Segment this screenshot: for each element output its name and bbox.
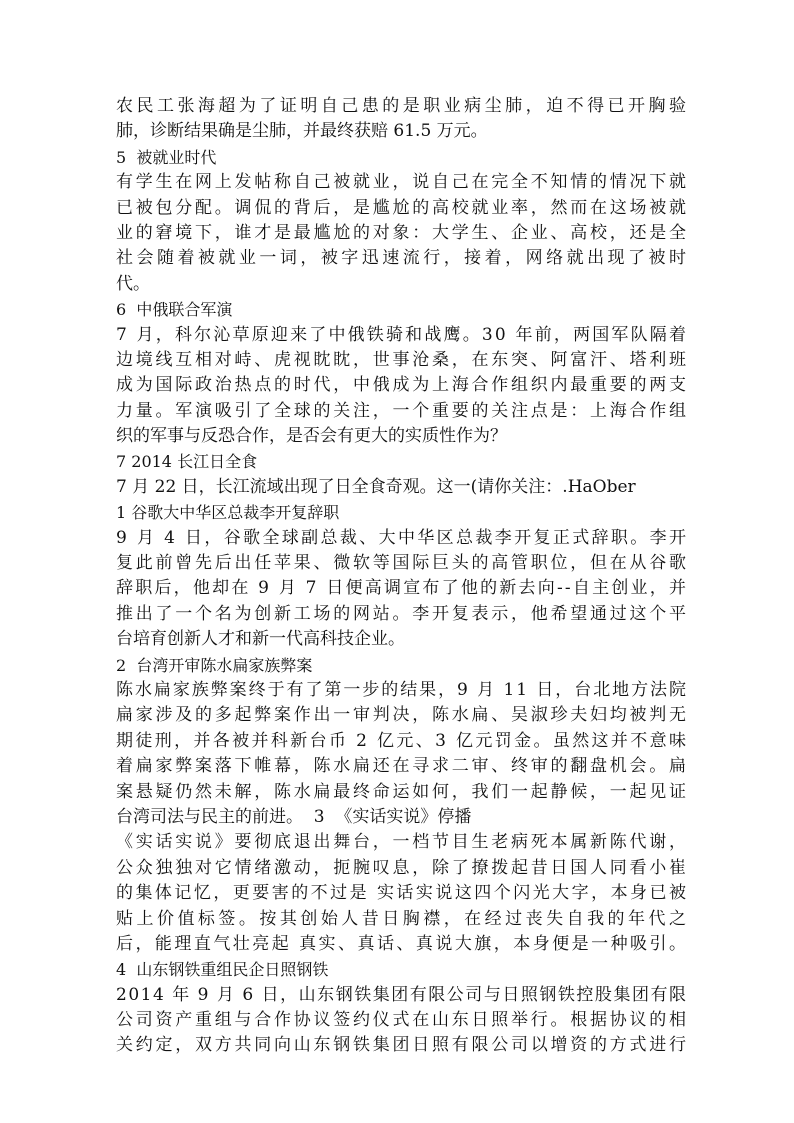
text-line: 7 月，科尔沁草原迎来了中俄铁骑和战鹰。30 年前，两国军队隔着 xyxy=(116,324,689,345)
text-line: 7 月 22 日，长江流域出现了日全食奇观。这一(请你关注：.HaOber xyxy=(116,476,636,497)
text-line: 推出了一个名为创新工场的网站。李开复表示，他希望通过这个平 xyxy=(116,603,689,624)
text-line: 力量。军演吸引了全球的关注，一个重要的关注点是：上海合作组 xyxy=(116,400,689,421)
section-heading: 2 台湾开审陈水扁家族弊案 xyxy=(116,655,313,675)
text-line: 关约定，双方共同向山东钢铁集团日照有限公司以增资的方式进行 xyxy=(116,1035,689,1056)
document-page xyxy=(116,94,690,1059)
text-line: 公司资产重组与合作协议签约仪式在山东日照举行。根据协议的相 xyxy=(116,1010,689,1031)
text-line: 贴上价值标签。按其创始人昔日胸襟，在经过丧失自我的年代之 xyxy=(116,908,690,929)
text-line: 陈水扁家族弊案终于有了第一步的结果，9 月 11 日，台北地方法院 xyxy=(116,679,688,700)
text-line: 期徒刑，并各被并科新台币 2 亿元、3 亿元罚金。虽然这并不意味 xyxy=(116,730,689,751)
text-line: 社会随着被就业一词，被字迅速流行，接着，网络就出现了被时 xyxy=(116,248,690,269)
text-line: 后，能理直气壮亮起 真实、真话、真说大旗，本身便是一种吸引。 xyxy=(116,933,689,954)
text-line: 成为国际政治热点的时代，中俄成为上海合作组织内最重要的两支 xyxy=(116,375,689,396)
text-line: 着扁家弊案落下帷幕，陈水扁还在寻求二审、终审的翻盘机会。扁 xyxy=(116,756,689,777)
text-line: 公众独独对它情绪激动，扼腕叹息，除了撩拨起昔日国人同看小崔 xyxy=(116,857,689,878)
section-heading: 7 2014 长江日全食 xyxy=(116,452,258,472)
text-line: 农民工张海超为了证明自己患的是职业病尘肺，迫不得已开胸验 xyxy=(116,96,690,116)
text-line: 的集体记忆，更要害的不过是 实话实说这四个闪光大字，本身已被 xyxy=(116,883,689,904)
text-line: 代。 xyxy=(116,273,150,294)
text-line: 有学生在网上发帖称自己被就业，说自己在完全不知情的情况下就 xyxy=(116,172,689,193)
text-line: 案悬疑仍然未解，陈水扁最终命运如何，我们一起静候，一起见证 xyxy=(116,781,689,802)
text-line: 复此前曾先后出任苹果、微软等国际巨头的高管职位，但在从谷歌 xyxy=(116,553,689,574)
text-line: 已被包分配。调侃的背后，是尴尬的高校就业率，然而在这场被就 xyxy=(116,197,689,218)
section-heading: 5 被就业时代 xyxy=(116,147,217,167)
section-heading: 6 中俄联合军演 xyxy=(116,300,233,320)
text-line: 辞职后，他却在 9 月 7 日便高调宣布了他的新去向--自主创业，并 xyxy=(116,578,689,599)
section-heading: 4 山东钢铁重组民企日照钢铁 xyxy=(116,960,329,980)
text-line: 9 月 4 日，谷歌全球副总裁、大中华区总裁李开复正式辞职。李开 xyxy=(116,527,689,548)
text-line: 台培育创新人才和新一代高科技企业。 xyxy=(116,629,405,650)
text-line: 织的军事与反恐合作，是否会有更大的实质性作为？ xyxy=(116,426,507,447)
text-line: 边境线互相对峙、虎视眈眈，世事沧桑，在东突、阿富汗、塔利班 xyxy=(116,349,689,370)
text-line: 扁家涉及的多起弊案作出一审判决，陈水扁、吴淑珍夫妇均被判无 xyxy=(116,705,689,726)
text-line: 2014 年 9 月 6 日，山东钢铁集团有限公司与日照钢铁控股集团有限 xyxy=(116,984,688,1005)
text-line: 肺，诊断结果确是尘肺，并最终获赔 61.5 万元。 xyxy=(116,121,488,142)
text-line: 《实话实说》要彻底退出舞台，一档节目生老病死本属新陈代谢， xyxy=(116,832,689,853)
text-line: 台湾司法与民主的前进。 3 《实话实说》停播 xyxy=(116,806,472,827)
text-line: 业的窘境下，谁才是最尴尬的对象：大学生、企业、高校，还是全 xyxy=(116,222,689,243)
section-heading: 1 谷歌大中华区总裁李开复辞职 xyxy=(116,503,340,523)
